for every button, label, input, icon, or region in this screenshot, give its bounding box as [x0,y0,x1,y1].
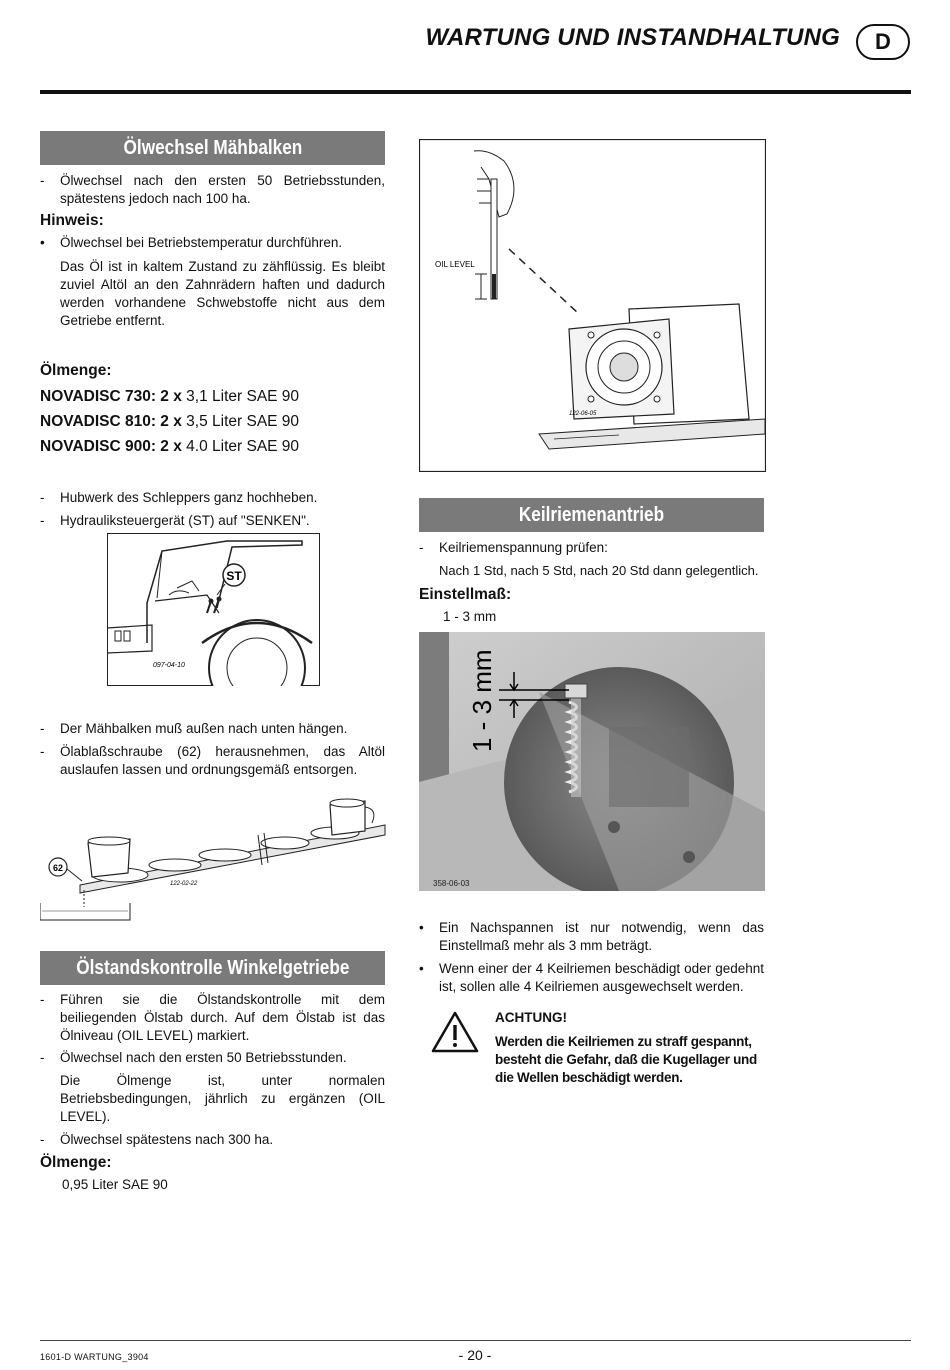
list-item: - Keilriemenspannung prüfen: [419,540,608,555]
section-oelwechsel-maehbalken [40,131,385,165]
sec3-text-top [419,539,764,624]
list-item: • Ein Nachspannen ist nur notwendig, wenn das Einstellmaß mehr als 3 mm beträgt. [419,920,764,953]
section-oelstandskontrolle [40,951,385,985]
warning-heading: ACHTUNG! [495,1010,567,1025]
paragraph: Das Öl ist in kaltem Zustand zu zähflüssig. Es bleibt zuviel Altöl an den Zahnrädern haften und dadurch werden vorhandene Schwebstoffe nicht aus dem Getriebe entfernt. [60,259,385,328]
tractor-illustration [107,533,320,686]
list-item: • Ölwechsel bei Betriebstemperatur durchführen. [40,235,343,250]
footer-rule [40,1340,911,1341]
oil-level-label: OIL LEVEL [435,260,475,269]
st-label: ST [226,569,242,583]
einstellmass-heading: Einstellmaß: [419,586,512,603]
header-rule [40,90,911,94]
list-item: - Führen sie die Ölstandskontrolle mit dem beiliegenden Ölstab durch. Auf dem Ölstab ist das Ölniveau (OIL LEVEL) markiert. [40,992,385,1043]
warning-icon [430,1010,480,1054]
oelmenge-heading: Ölmenge: [40,362,112,379]
measure-label: 1 - 3 mm [467,649,497,752]
sec1-steps-2 [40,720,385,779]
page-header-title: WARTUNG UND INSTANDHALTUNG [425,24,840,51]
einstellmass-value: 1 - 3 mm [443,609,497,624]
model-row: NOVADISC 730: 2 x 3,1 Liter SAE 90 [40,388,300,405]
warning-text: Werden die Keilriemen zu straff gespannt, besteht die Gefahr, daß die Kugellager und die Wellen beschädigt werden. [495,1034,757,1085]
section-title: Ölwechsel Mähbalken [40,131,385,165]
list-item: - Hubwerk des Schleppers ganz hochheben. [40,490,318,505]
list-item: - Hydrauliksteuergerät (ST) auf "SENKEN". [40,513,310,528]
sec1-steps [40,489,385,530]
model-row: NOVADISC 900: 2 x 4.0 Liter SAE 90 [40,438,300,455]
list-item: - Der Mähbalken muß außen nach unten hängen. [40,721,348,736]
list-item: - Ölablaßschraube (62) herausnehmen, das Altöl auslaufen lassen und ordnungsgemäß entsorgen. [40,744,385,777]
oelmenge-amount: 0,95 Liter SAE 90 [62,1177,168,1192]
dipstick-gearbox-illustration [419,139,766,472]
belt-tension-photo [419,632,765,891]
warning-block [495,1010,765,1087]
oelmenge-heading-2: Ölmenge: [40,1154,112,1171]
tractor-figure-code: 097-04-10 [153,662,185,669]
sec2-text [40,991,385,1192]
page-number: - 20 - [458,1347,492,1363]
list-item: • Wenn einer der 4 Keilriemen beschädigt oder gedehnt ist, sollen alle 4 Keilriemen ausgewechselt werden. [419,961,764,994]
drain-plug-label: 62 [52,863,64,873]
oelmenge-block [40,362,385,459]
mower-bar-illustration [40,795,390,925]
gear-figure-code: 122-06-05 [569,411,597,417]
footer-doc-code: 1601-D WARTUNG_3904 [40,1352,149,1362]
model-row: NOVADISC 810: 2 x 3,5 Liter SAE 90 [40,413,300,430]
section-title: Keilriemenantrieb [419,498,764,532]
list-item: - Ölwechsel spätestens nach 300 ha. [40,1132,274,1147]
list-item: - Ölwechsel nach den ersten 50 Betriebsstunden. [40,1050,347,1065]
sec3-text-bottom [419,919,764,996]
paragraph: Nach 1 Std, nach 5 Std, nach 20 Std dann gelegentlich. [439,563,759,578]
paragraph: Die Ölmenge ist, unter normalen Betriebsbedingungen, jährlich zu ergänzen (OIL LEVEL). [60,1073,385,1124]
list-item: - Ölwechsel nach den ersten 50 Betriebsstunden, spätestens jedoch nach 100 ha. [40,173,385,206]
language-badge: D [856,24,910,60]
mower-figure-code: 122-02-22 [170,881,198,887]
hinweis-heading: Hinweis: [40,212,104,229]
section-title: Ölstandskontrolle Winkelgetriebe [40,951,385,985]
photo-code: 358-06-03 [433,879,470,888]
sec1-text-top [40,172,385,330]
section-keilriemenantrieb [419,498,764,532]
